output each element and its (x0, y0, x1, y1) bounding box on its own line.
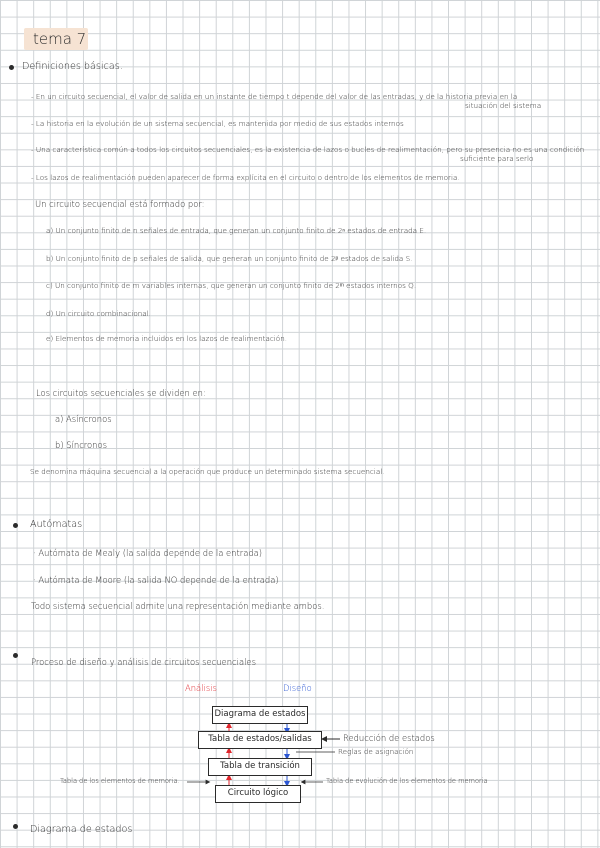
list-item-d: d) Un circuito combinacional. (46, 309, 151, 318)
list-item-e: e) Elementos de memoria incluidos en los lazos de realimentación. (46, 334, 288, 343)
section-heading-process: Proceso de diseño y análisis de circuitos secuenciales (31, 657, 256, 667)
section-heading-state-diagram: Diagrama de estados (30, 824, 133, 835)
state-diagram-box: Diagrama de estados (212, 706, 308, 724)
list-item-b: b) Un conjunto finito de p señales de salida, que generan un conjunto finito de 2ᵖ estados de salida S. (46, 254, 413, 263)
divide-item-sync: b) Síncronos (55, 440, 107, 450)
design-label: Diseño (283, 683, 312, 693)
state-output-table-box: Tabla de estados/salidas (198, 731, 322, 749)
paragraph-4: - Los lazos de realimentación pueden aparecer de forma explícita en el circuito o dentro de los elementos de memoria. (31, 173, 460, 182)
section-heading-automata: Autómatas (30, 519, 83, 530)
paragraph-3-line-1: - Una característica común a todos los circuitos secuenciales, es la existencia de lazos o bucles de realimentación, pero su presencia no es una condición (31, 145, 585, 154)
mealy-line: · Autómata de Mealy (la salida depende de la entrada) (33, 548, 263, 558)
admits-both-line: Todo sistema secuencial admite una representación mediante ambos. (31, 601, 325, 611)
list-item-c: c) Un conjunto finito de m variables internas, que generan un conjunto finito de 2ᵐ estados internos Q. (46, 281, 417, 290)
transition-table-box: Tabla de transición (208, 758, 312, 776)
divide-intro: Los circuitos secuenciales se dividen en: (36, 388, 206, 398)
machine-definition: Se denomina máquina secuencial a la operación que produce un determinado sistema secuencial. (30, 467, 385, 476)
paragraph-2: - La historia en la evolución de un sistema secuencial, es mantenida por medio de sus estados internos (31, 119, 404, 128)
logic-circuit-box: Circuito lógico (215, 785, 301, 803)
list-item-a: a) Un conjunto finito de n señales de entrada, que generan un conjunto finito de 2ⁿ estados de entrada E. (46, 226, 427, 235)
paragraph-3-line-2: suficiente para serlo (460, 154, 534, 163)
divide-item-async: a) Asíncronos (55, 414, 112, 424)
paragraph-1-line-2: situación del sistema (465, 101, 542, 110)
page-title: tema 7 (33, 30, 87, 48)
moore-line: · Autómata de Moore (la salida NO depende de la entrada) (33, 575, 279, 585)
paragraph-1-line-1: - En un circuito secuencial, el valor de salida en un instante de tiempo t depende del valor de las entradas, y de la historia previa en la (31, 92, 518, 101)
memory-table-left-label: Tabla de los elementos de memoria. (60, 777, 180, 785)
memory-table-right-label: Tabla de evolución de los elementos de memoria (326, 777, 488, 785)
assignment-label: Reglas de asignación (338, 747, 414, 756)
analysis-label: Análisis (185, 683, 217, 693)
reduction-label: Reducción de estados (343, 733, 435, 743)
section-heading-definitions: Definiciones básicas. (22, 61, 123, 72)
formed-by-intro: Un circuito secuencial está formado por: (35, 199, 205, 209)
bullet-icon (13, 824, 18, 829)
